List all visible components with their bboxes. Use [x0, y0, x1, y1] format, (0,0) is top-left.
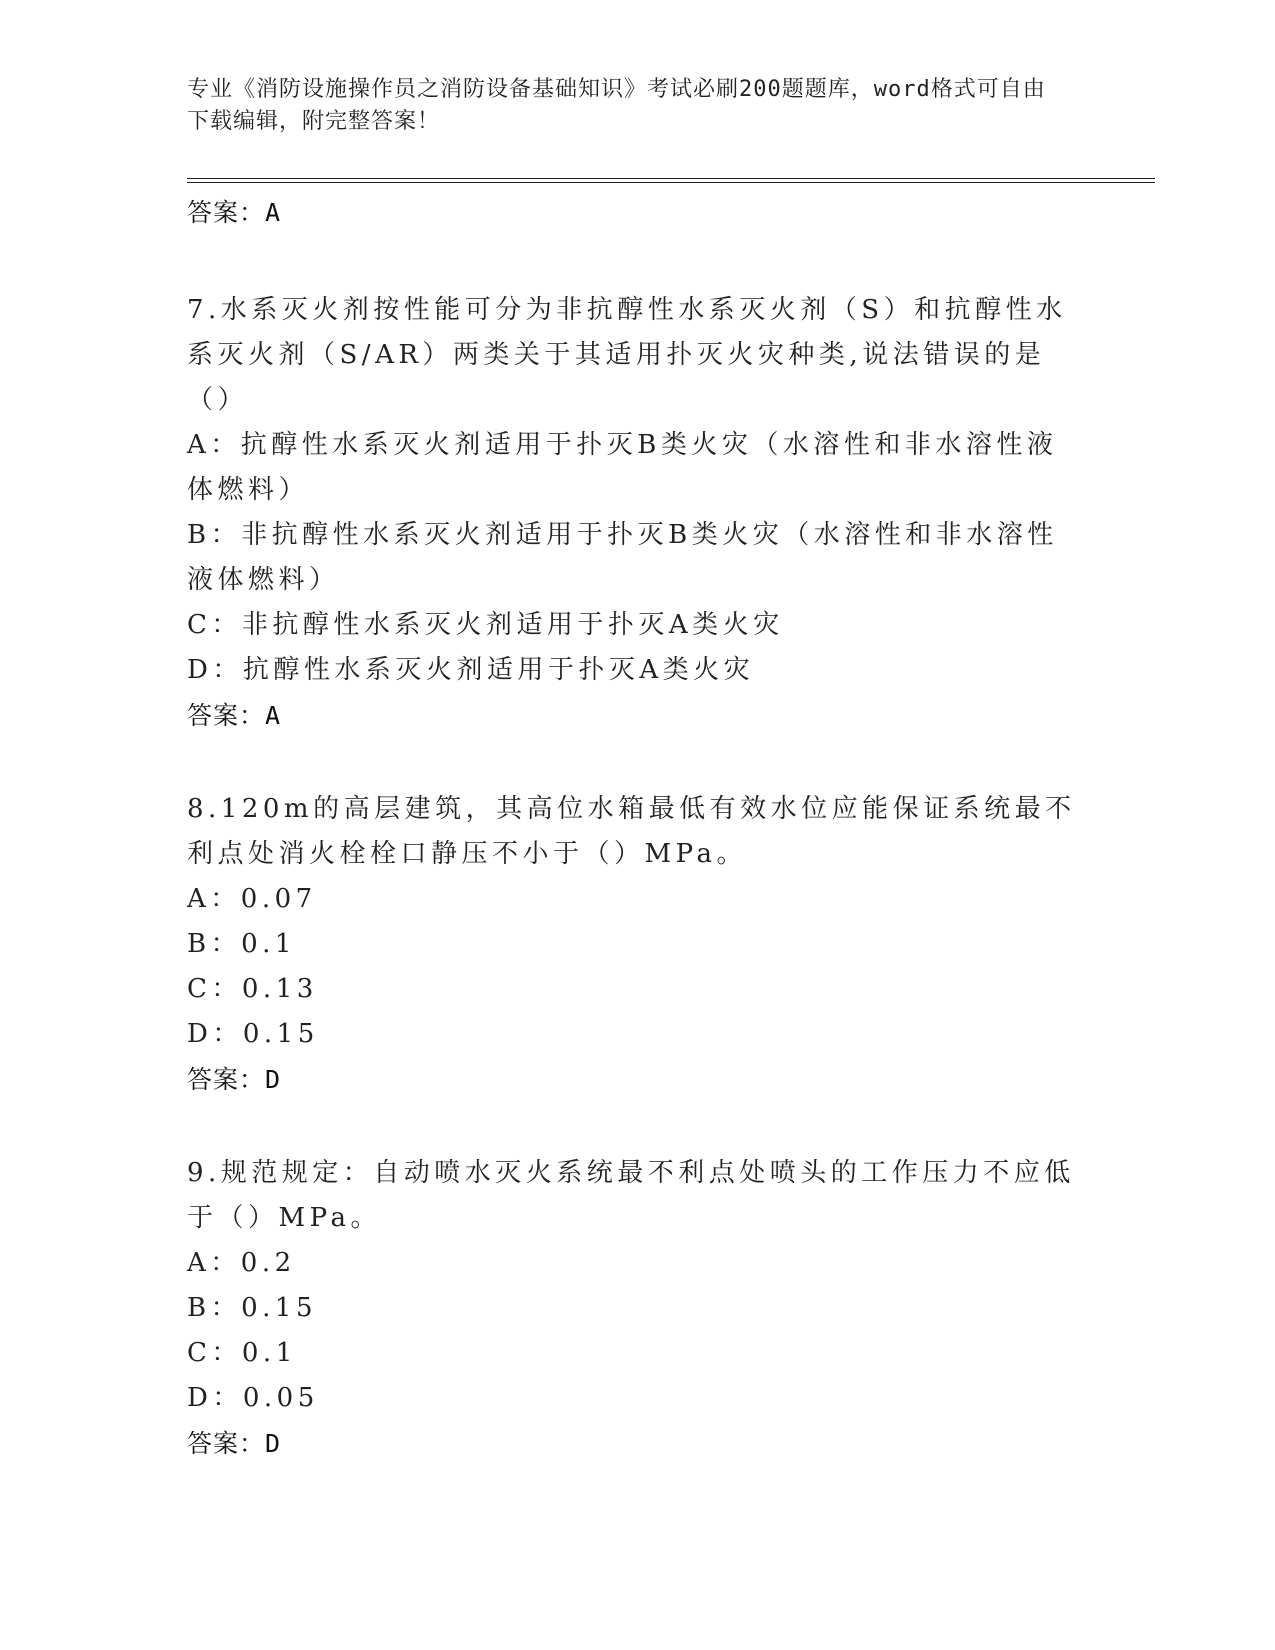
document-body [187, 190, 1087, 1466]
header-title: 专业《消防设施操作员之消防设备基础知识》考试必刷200题题库，word格式可自由下载编辑，附完整答案！ [187, 77, 1046, 134]
header-divider [187, 178, 1155, 183]
option-a: A：0.07 [187, 884, 317, 914]
answer-line: 答案：A [187, 198, 282, 227]
option-c: C：0.1 [187, 1338, 297, 1368]
document-header [187, 74, 1067, 138]
option-b: B：0.1 [187, 929, 296, 959]
question-block [187, 787, 1087, 1102]
question-text: 8.120m的高层建筑，其高位水箱最低有效水位应能保证系统最不利点处消火栓栓口静压不小于（）MPa。 [187, 794, 1076, 869]
option-c: C：非抗醇性水系灭火剂适用于扑灭A类火灾 [187, 610, 784, 640]
option-d: D：0.05 [187, 1383, 319, 1413]
question-block [187, 1151, 1087, 1466]
option-d: D：抗醇性水系灭火剂适用于扑灭A类火灾 [187, 655, 755, 685]
answer-line: 答案：D [187, 1429, 282, 1458]
question-block [187, 288, 1087, 738]
question-text: 7.水系灭火剂按性能可分为非抗醇性水系灭火剂（S）和抗醇性水系灭火剂（S/AR）两类关于其适用扑灭火灾种类,说法错误的是（） [187, 295, 1067, 415]
option-d: D：0.15 [187, 1019, 319, 1049]
answer-line: 答案：D [187, 1065, 282, 1094]
question-text: 9.规范规定：自动喷水灭火系统最不利点处喷头的工作压力不应低于（）MPa。 [187, 1158, 1075, 1233]
option-b: B：非抗醇性水系灭火剂适用于扑灭B类火灾（水溶性和非水溶性液体燃料） [187, 520, 1058, 595]
option-c: C：0.13 [187, 974, 318, 1004]
option-a: A：0.2 [187, 1248, 296, 1278]
option-b: B：0.15 [187, 1293, 317, 1323]
option-a: A：抗醇性水系灭火剂适用于扑灭B类火灾（水溶性和非水溶性液体燃料） [187, 430, 1058, 505]
answer-line: 答案：A [187, 701, 282, 730]
